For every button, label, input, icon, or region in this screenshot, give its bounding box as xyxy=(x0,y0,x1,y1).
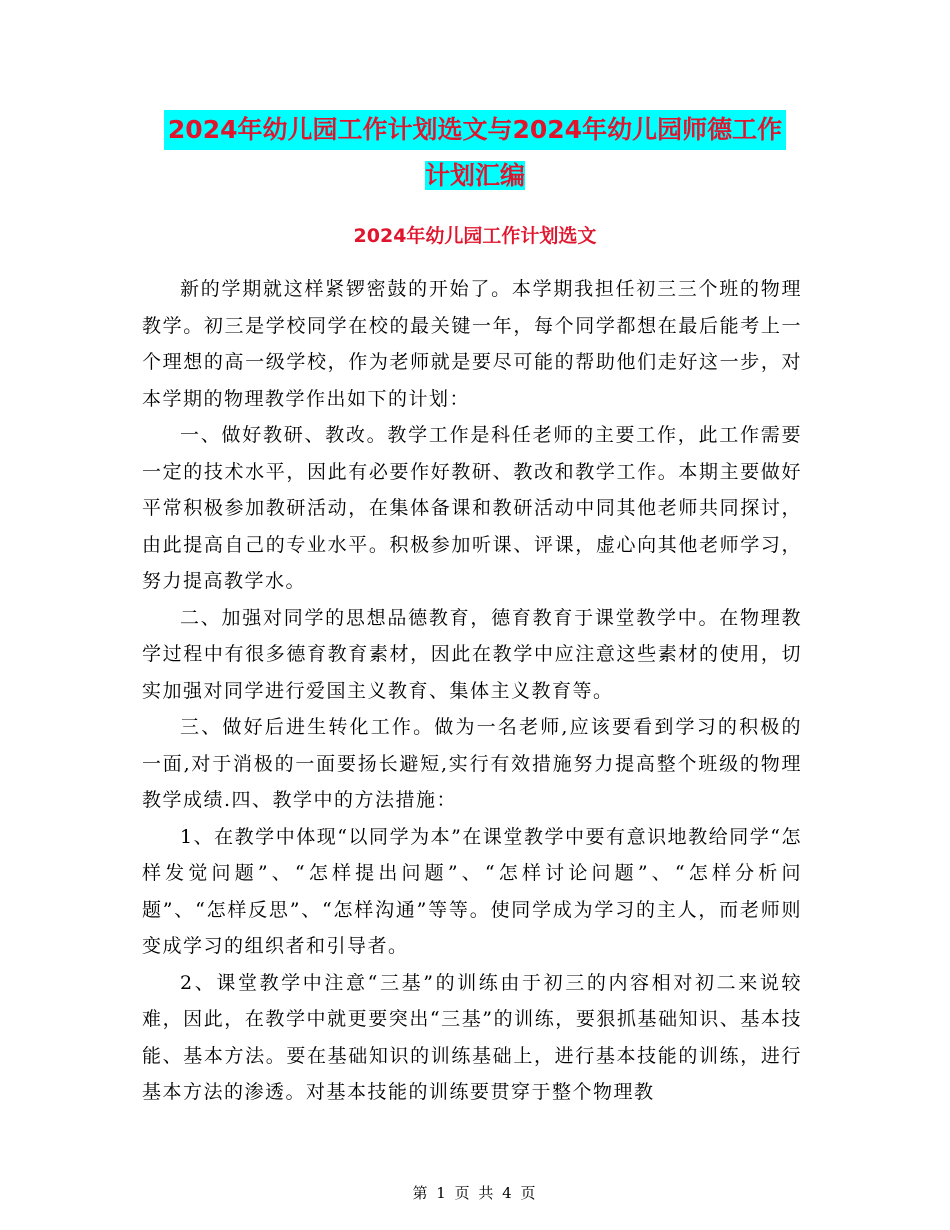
paragraph: 新的学期就这样紧锣密鼓的开始了。本学期我担任初三三个班的物理教学。初三是学校同学在校的最关键一年，每个同学都想在最后能考上一个理想的高一级学校，作为老师就是要尽可能的帮助他们走好这一步，对本学期的物理教学作出如下的计划： xyxy=(142,278,802,410)
document-body xyxy=(142,271,802,1111)
title-line-2: 计划汇编 xyxy=(424,161,525,190)
paragraph: 二、加强对同学的思想品德教育，德育教育于课堂教学中。在物理教学过程中有很多德育教育素材，因此在教学中应注意这些素材的使用，切实加强对同学进行爱国主义教育、集体主义教育等。 xyxy=(142,606,802,702)
paragraph: 一、做好教研、教改。教学工作是科任老师的主要工作，此工作需要一定的技术水平，因此有必要作好教研、教改和教学工作。本期主要做好平常积极参加教研活动，在集体备课和教研活动中同其他老师共同探讨，由此提高自己的专业水平。积极参加听课、评课，虚心向其他老师学习，努力提高教学水。 xyxy=(142,424,802,592)
paragraph: 2、课堂教学中注意“三基”的训练由于初三的内容相对初二来说较难，因此，在教学中就更要突出“三基”的训练，要狠抓基础知识、基本技能、基本方法。要在基础知识的训练基础上，进行基本技能的训练，进行基本方法的渗透。对基本技能的训练要贯穿于整个物理教 xyxy=(142,971,802,1103)
page-number: 第 1 页 共 4 页 xyxy=(412,1184,538,1202)
title-line-1: 2024年幼儿园工作计划选文与2024年幼儿园师德工作 xyxy=(164,110,786,150)
paragraph: 1、在教学中体现“以同学为本”在课堂教学中要有意识地教给同学“怎样发觉问题”、“怎样提出问题”、“怎样讨论问题”、“怎样分析问题”、“怎样反思”、“怎样沟通”等等。使同学成为学习的主人，而老师则变成学习的组织者和引导者。 xyxy=(142,825,802,957)
paragraph: 三、做好后进生转化工作。做为一名老师,应该要看到学习的积极的一面,对于消极的一面要扬长避短,实行有效措施努力提高整个班级的物理教学成绩.四、教学中的方法措施： xyxy=(142,716,802,811)
section-subtitle: 2024年幼儿园工作计划选文 xyxy=(353,225,597,247)
document-title xyxy=(0,110,950,196)
